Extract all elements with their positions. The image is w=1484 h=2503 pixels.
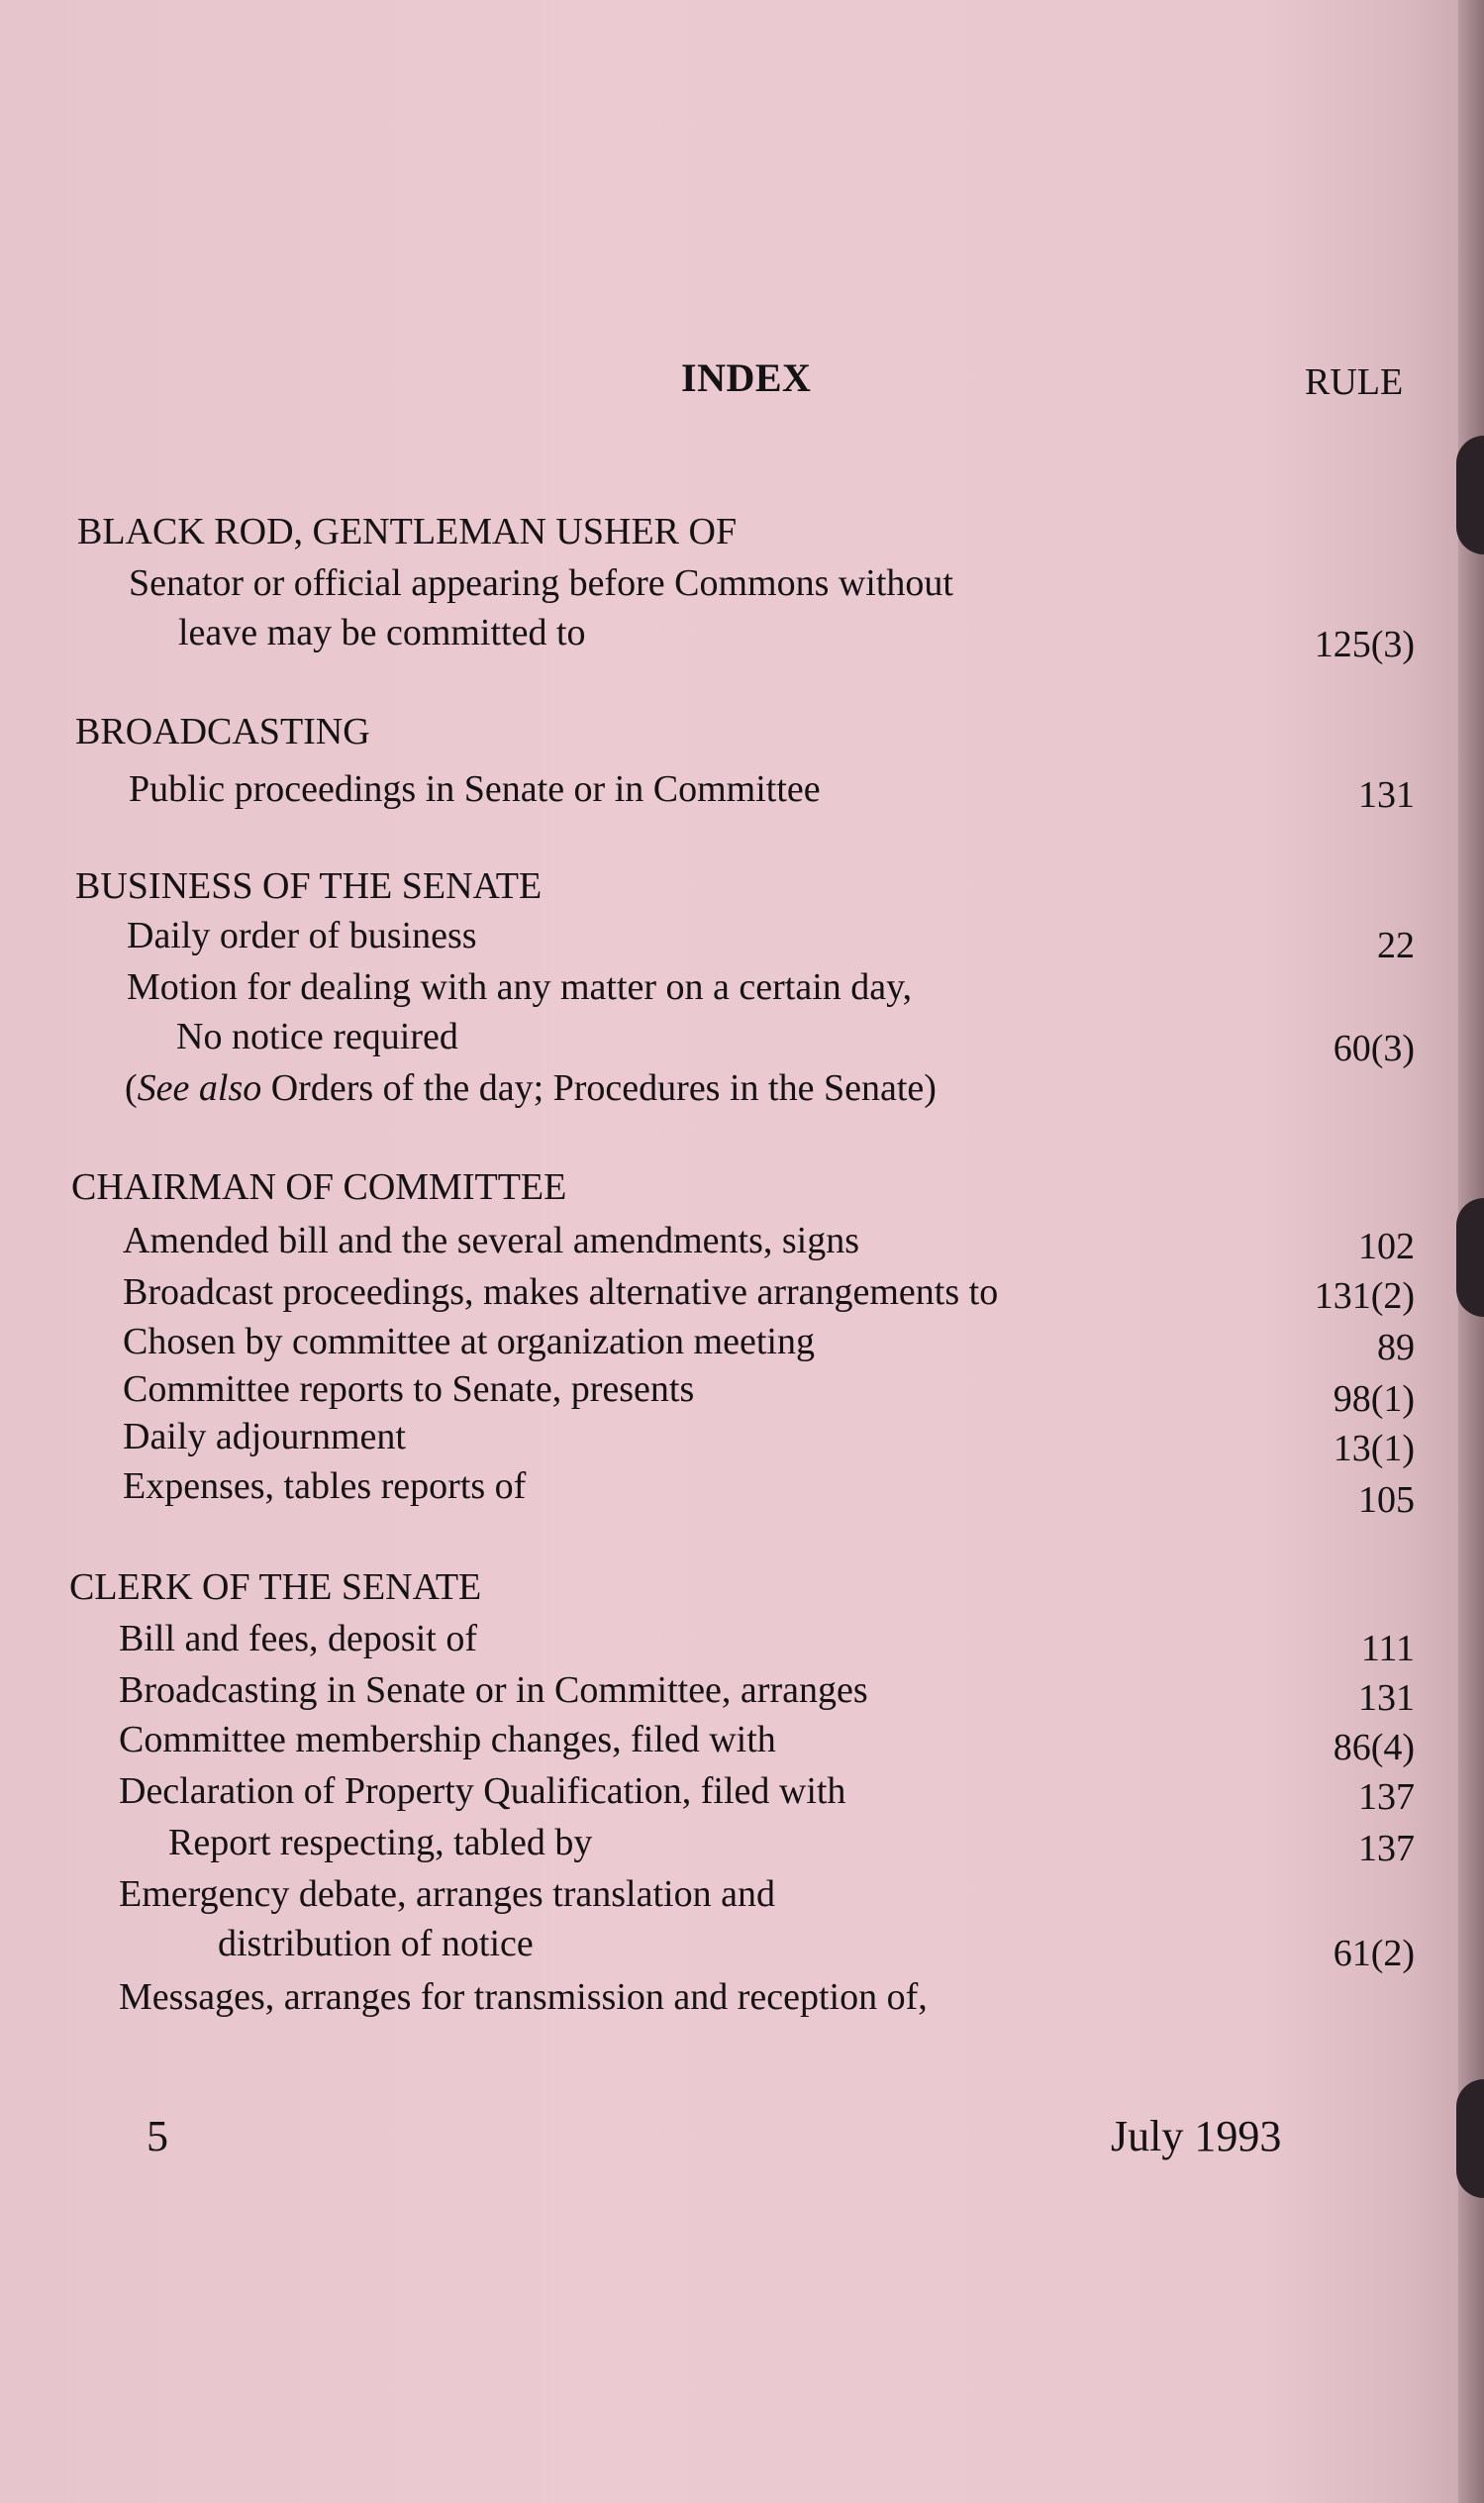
index-entry: Messages, arranges for transmission and reception of,: [119, 1976, 928, 2018]
rule-number: 60(3): [1333, 1028, 1415, 1069]
rule-number: 131(2): [1314, 1275, 1415, 1317]
index-entry: Broadcast proceedings, makes alternative arrangements to: [123, 1271, 999, 1313]
index-entry: Expenses, tables reports of: [123, 1465, 527, 1507]
index-entry: Chosen by committee at organization meeting: [123, 1321, 815, 1362]
index-entry: Report respecting, tabled by: [168, 1822, 593, 1863]
rule-number: 137: [1358, 1776, 1415, 1818]
index-entry: Daily order of business: [127, 915, 477, 956]
index-entry: Emergency debate, arranges translation and: [119, 1873, 775, 1915]
index-heading: BROADCASTING: [75, 711, 370, 752]
index-heading: CLERK OF THE SENATE: [69, 1566, 482, 1608]
rule-number: 89: [1377, 1327, 1415, 1368]
rule-number: 13(1): [1333, 1428, 1415, 1469]
index-heading: BLACK ROD, GENTLEMAN USHER OF: [77, 511, 738, 552]
index-entry: Declaration of Property Qualification, filed with: [119, 1770, 846, 1812]
index-entry: Broadcasting in Senate or in Committee, arranges: [119, 1669, 868, 1711]
rule-number: 125(3): [1314, 624, 1415, 665]
page-number: 5: [147, 2112, 168, 2160]
index-entry: leave may be committed to: [178, 612, 586, 653]
page-title: INDEX: [681, 355, 812, 400]
rule-number: 102: [1358, 1226, 1415, 1267]
rule-number: 98(1): [1333, 1378, 1415, 1420]
rule-number: 131: [1358, 774, 1415, 816]
rule-number: 111: [1360, 1628, 1415, 1669]
index-entry: Bill and fees, deposit of: [119, 1618, 477, 1659]
rule-number: 137: [1358, 1828, 1415, 1869]
rule-number: 61(2): [1333, 1933, 1415, 1974]
index-heading: BUSINESS OF THE SENATE: [75, 865, 543, 907]
index-cross-reference: (See also Orders of the day; Procedures in the Senate): [125, 1067, 937, 1109]
index-entry: Daily adjournment: [123, 1416, 406, 1457]
index-entry: Committee reports to Senate, presents: [123, 1368, 695, 1410]
index-entry: Senator or official appearing before Commons without: [129, 562, 953, 604]
index-entry: No notice required: [176, 1016, 458, 1057]
rule-number: 105: [1358, 1479, 1415, 1521]
revision-date: July 1993: [1111, 2112, 1282, 2160]
index-heading: CHAIRMAN OF COMMITTEE: [71, 1166, 567, 1208]
binder-hole: [1456, 2079, 1484, 2198]
binder-hole: [1456, 436, 1484, 554]
rule-column-label: RULE: [1305, 361, 1404, 403]
rule-number: 131: [1358, 1677, 1415, 1719]
index-entry: Committee membership changes, filed with: [119, 1719, 776, 1760]
rule-number: 86(4): [1333, 1727, 1415, 1768]
index-entry: Amended bill and the several amendments, signs: [123, 1220, 859, 1261]
index-entry: Public proceedings in Senate or in Committee: [129, 768, 821, 810]
index-entry: distribution of notice: [218, 1923, 534, 1964]
index-entry: Motion for dealing with any matter on a certain day,: [127, 966, 913, 1008]
binder-hole: [1456, 1198, 1484, 1317]
rule-number: 22: [1377, 925, 1415, 966]
